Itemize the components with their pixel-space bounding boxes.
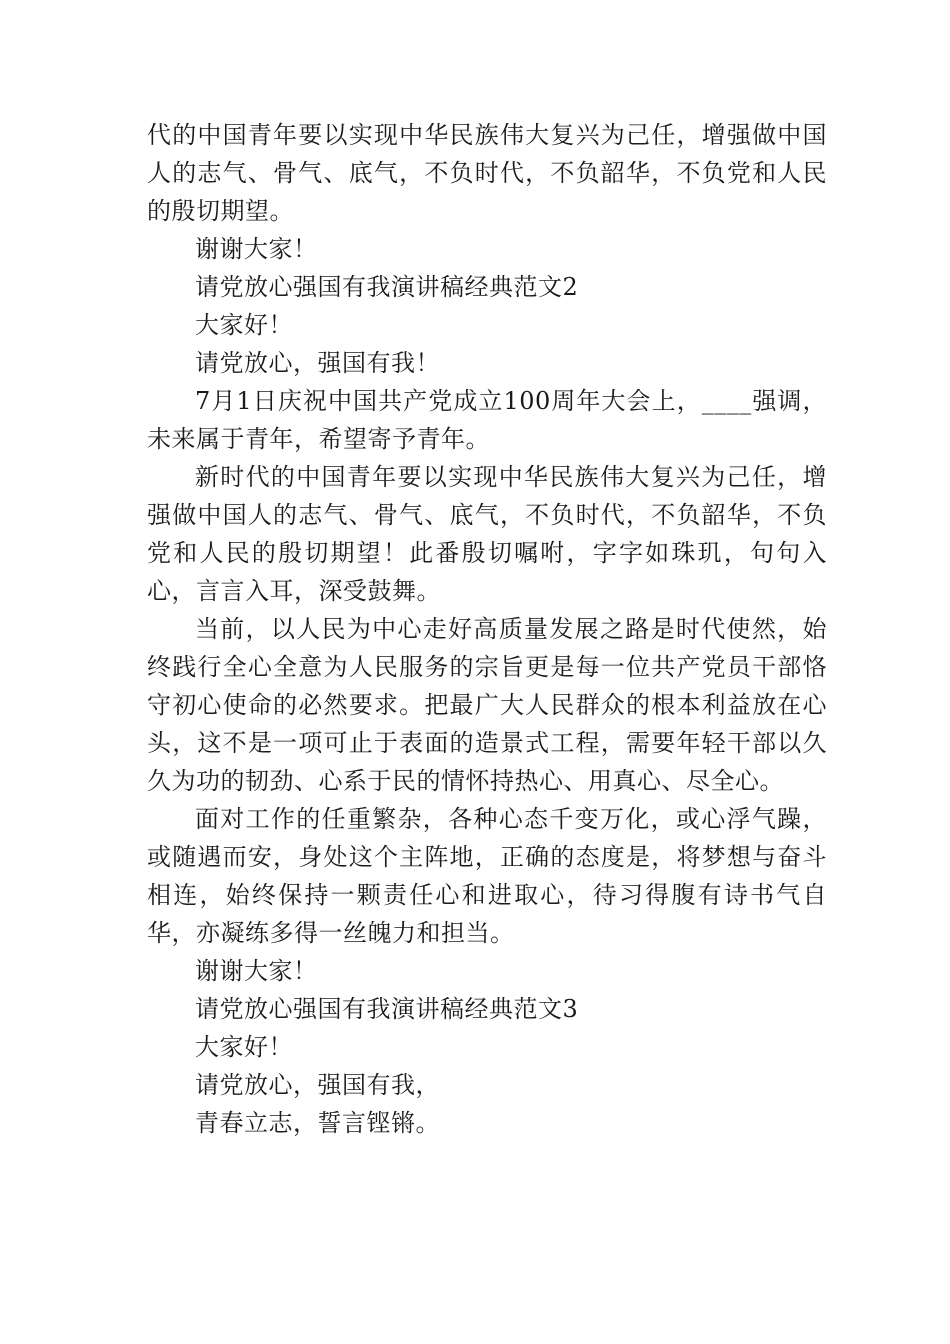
greeting: 大家好！ [195,311,293,339]
paragraph: 新时代的中国青年要以实现中华民族伟大复兴为己任，增强做中国人的志气、骨气、底气，不负时代，不负韶华，不负党和人民的殷切期望！此番殷切嘱咐，字字如珠玑，句句入心，言言入耳，深受鼓舞。 [147,463,827,605]
section-title-2: 请党放心强国有我演讲稿经典范文2 [195,273,579,301]
section-title-3: 请党放心强国有我演讲稿经典范文3 [195,995,579,1023]
paragraph-continuation: 代的中国青年要以实现中华民族伟大复兴为己任，增强做中国人的志气、骨气、底气，不负时代，不负韶华，不负党和人民的殷切期望。 [147,121,827,225]
document-body [147,116,827,1142]
greeting: 大家好！ [195,1033,293,1061]
closing-thanks: 谢谢大家！ [195,235,318,263]
paragraph: 当前，以人民为中心走好高质量发展之路是时代使然，始终践行全心全意为人民服务的宗旨更是每一位共产党员干部恪守初心使命的必然要求。把最广大人民群众的根本利益放在心头，这不是一项可止于表面的造景式工程，需要年轻干部以久久为功的韧劲、心系于民的情怀持热心、用真心、尽全心。 [147,615,827,795]
paragraph: 面对工作的任重繁杂，各种心态千变万化，或心浮气躁，或随遇而安，身处这个主阵地，正确的态度是，将梦想与奋斗相连，始终保持一颗责任心和进取心，待习得腹有诗书气自华，亦凝练多得一丝魄力和担当。 [147,805,827,947]
slogan: 请党放心，强国有我！ [195,349,440,377]
closing-thanks: 谢谢大家！ [195,957,318,985]
slogan-line: 青春立志，誓言铿锵。 [195,1109,440,1137]
slogan-line: 请党放心，强国有我， [195,1071,440,1099]
paragraph: 7月1日庆祝中国共产党成立100周年大会上，____强调，未来属于青年，希望寄予青年。 [147,387,827,453]
